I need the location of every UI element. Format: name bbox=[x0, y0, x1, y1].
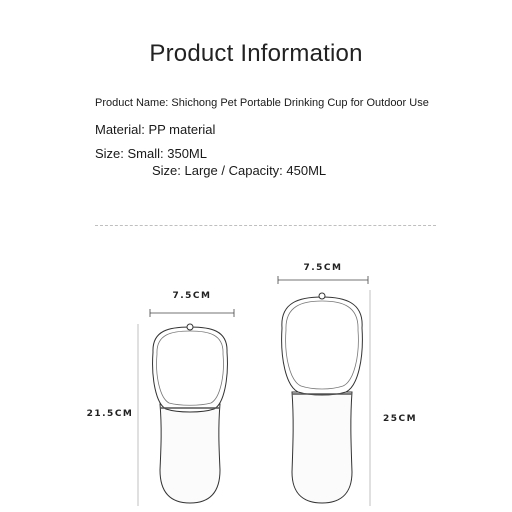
product-name-line: Product Name: Shichong Pet Portable Drinking Cup for Outdoor Use bbox=[95, 97, 429, 109]
small-cup-body bbox=[160, 404, 220, 503]
size-large-line: Size: Large / Capacity: 450ML bbox=[152, 163, 327, 178]
large-cup-hook bbox=[319, 293, 325, 299]
small-cup-illustration bbox=[138, 324, 227, 506]
small-width-label: 7.5CM bbox=[172, 291, 212, 301]
page-title: Product Information bbox=[149, 40, 363, 67]
large-width-label: 7.5CM bbox=[303, 263, 343, 273]
large-cup-illustration bbox=[282, 290, 370, 506]
large-cup-body bbox=[292, 392, 352, 503]
small-cup-bowl bbox=[153, 327, 228, 412]
large-height-label: 25CM bbox=[382, 414, 418, 424]
material-line: Material: PP material bbox=[95, 122, 216, 137]
large-cup-bowl bbox=[282, 297, 363, 395]
size-small-line: Size: Small: 350ML bbox=[95, 146, 207, 161]
small-cup-hook bbox=[187, 324, 193, 330]
small-height-label: 21.5CM bbox=[86, 409, 134, 419]
